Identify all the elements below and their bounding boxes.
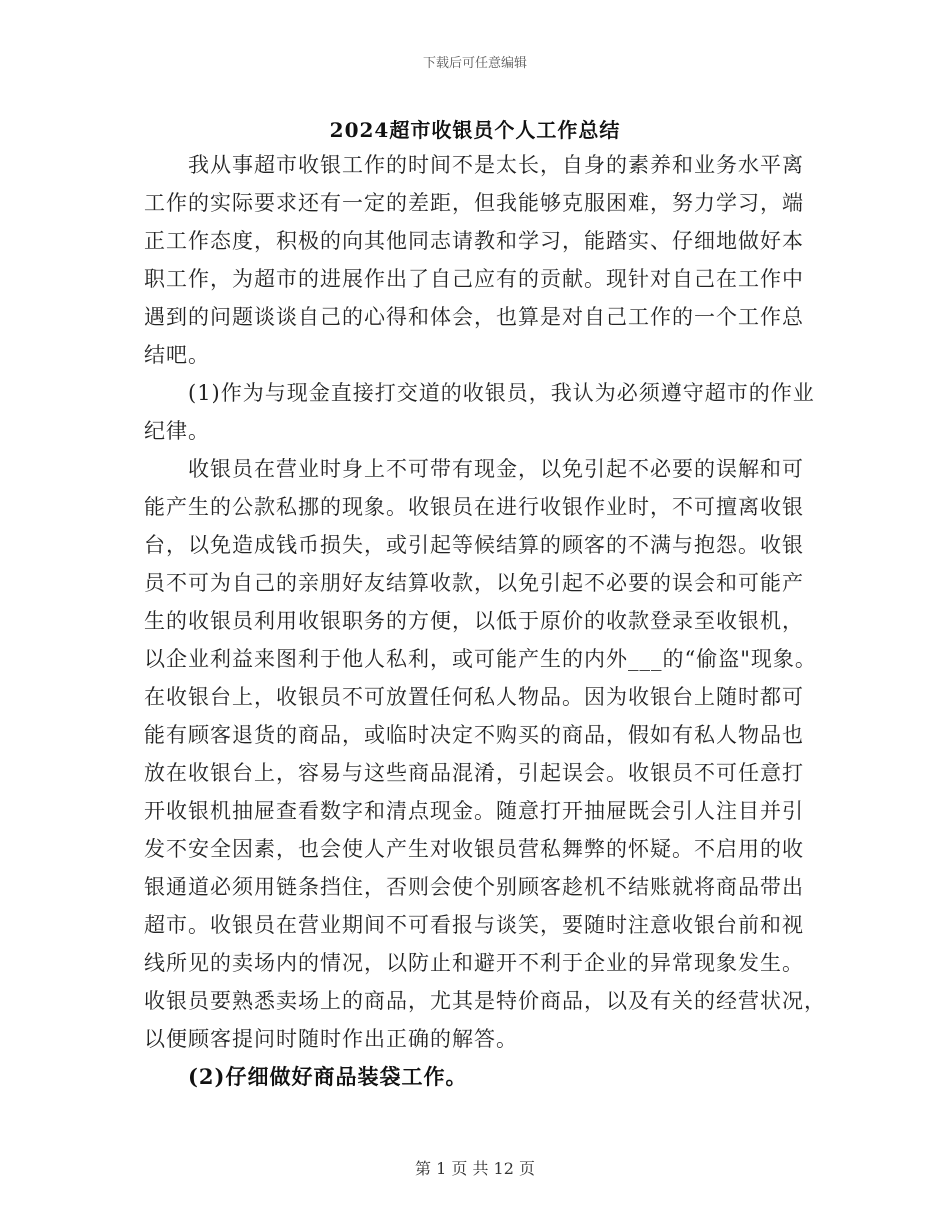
body-line: 银通道必须用链条挡住，否则会使个别顾客趁机不结账就将商品带出 [144,875,804,899]
body-line: 以便顾客提问时随时作出正确的解答。 [144,1027,518,1051]
body-line: 能产生的公款私挪的现象。收银员在进行收银作业时，不可擅离收银 [144,495,804,519]
page-header: 下载后可任意编辑 [422,56,527,71]
body-line: 职工作，为超市的进展作出了自己应有的贡献。现针对自己在工作中 [144,267,804,291]
body-line: 正工作态度，积极的向其他同志请教和学习，能踏实、仔细地做好本 [144,229,804,253]
body-line: 我从事超市收银工作的时间不是太长，自身的素养和业务水平离 [144,153,804,177]
body-line: 生的收银员利用收银职务的方便，以低于原价的收款登录至收银机， [144,609,804,633]
body-line: 台，以免造成钱币损失，或引起等候结算的顾客的不满与抱怨。收银 [144,533,804,557]
body-line: 在收银台上，收银员不可放置任何私人物品。因为收银台上随时都可 [144,685,804,709]
body-line: 以企业利益来图利于他人私利，或可能产生的内外___的“偷盗"现象。 [144,647,817,671]
body-line: 收银员在营业时身上不可带有现金，以免引起不必要的误解和可 [144,457,804,481]
section-heading: (2)仔细做好商品装袋工作。 [144,1064,468,1089]
body-line: 发不安全因素，也会使人产生对收银员营私舞弊的怀疑。不启用的收 [144,837,804,861]
body-line: 员不可为自己的亲朋好友结算收款，以免引起不必要的误会和可能产 [144,571,804,595]
body-line: 结吧。 [144,343,210,367]
body-line: (1)作为与现金直接打交道的收银员，我认为必须遵守超市的作业 [144,381,815,405]
body-line: 放在收银台上，容易与这些商品混淆，引起误会。收银员不可任意打 [144,761,804,785]
body-line: 超市。收银员在营业期间不可看报与谈笑，要随时注意收银台前和视 [144,913,804,937]
body-line: 能有顾客退货的商品，或临时决定不购买的商品，假如有私人物品也 [144,723,804,747]
document-body [144,146,826,1096]
page-number: 第 1 页 共 12 页 [415,1159,535,1178]
body-line: 线所见的卖场内的情况，以防止和避开不利于企业的异常现象发生。 [144,951,804,975]
body-line: 收银员要熟悉卖场上的商品，尤其是特价商品，以及有关的经营状况， [144,989,826,1013]
body-line: 工作的实际要求还有一定的差距，但我能够克服困难，努力学习，端 [144,191,804,215]
body-line: 纪律。 [144,419,210,443]
body-line: 开收银机抽屉查看数字和清点现金。随意打开抽屉既会引人注目并引 [144,799,804,823]
body-line: 遇到的问题谈谈自己的心得和体会，也算是对自己工作的一个工作总 [144,305,804,329]
document-title: 2024超市收银员个人工作总结 [329,118,621,142]
